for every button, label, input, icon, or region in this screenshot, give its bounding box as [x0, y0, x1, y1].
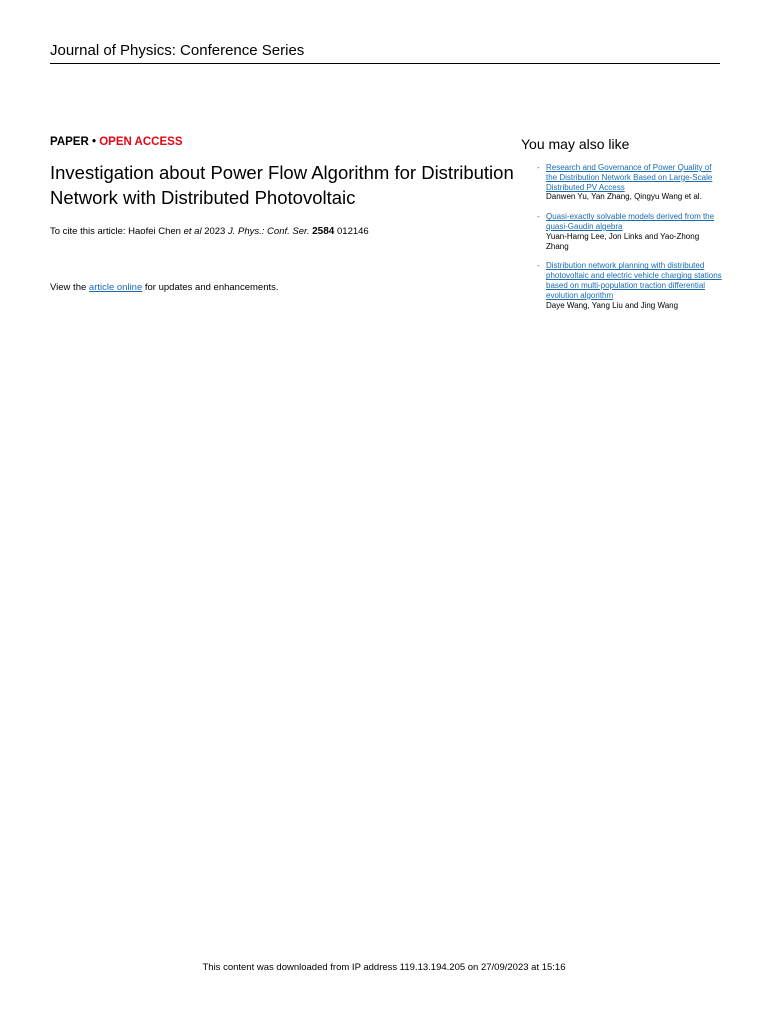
open-access-badge: OPEN ACCESS — [99, 136, 183, 148]
view-online-line — [50, 282, 510, 293]
related-article-authors: Yuan-Harng Lee, Jon Links and Yao-Zhong Zhang — [546, 231, 700, 251]
related-article-link[interactable]: Research and Governance of Power Quality of the Distribution Network Based on Large-Scale Distributed PV Access — [546, 163, 713, 192]
paper-type-label — [50, 136, 183, 148]
citation-et-al: et al — [183, 226, 202, 237]
label-separator: • — [88, 136, 100, 148]
article-title: Investigation about Power Flow Algorithm for Distribution Network with Distributed Photovoltaic — [50, 162, 514, 208]
citation-article-number: 012146 — [334, 226, 369, 237]
related-articles-list — [537, 163, 722, 320]
view-online-after: for updates and enhancements. — [142, 282, 279, 293]
related-article-item — [537, 261, 722, 310]
citation-year: 2023 — [201, 226, 228, 237]
article-online-link[interactable]: article online — [88, 282, 143, 293]
list-bullet: - — [537, 261, 540, 271]
citation-line — [50, 226, 510, 237]
related-article-item — [537, 163, 722, 202]
also-like-heading: You may also like — [521, 136, 630, 152]
paper-type: PAPER — [50, 136, 89, 148]
related-article-authors: Daye Wang, Yang Liu and Jing Wang — [546, 300, 679, 310]
journal-header: Journal of Physics: Conference Series — [50, 42, 720, 64]
citation-volume: 2584 — [312, 226, 335, 237]
citation-prefix: To cite this article: Haofei Chen — [50, 226, 184, 237]
related-article-link[interactable]: Distribution network planning with distributed photovoltaic and electric vehicle charging stations based on multi-population traction differential evolution algorithm — [546, 261, 722, 300]
citation-journal: J. Phys.: Conf. Ser. — [227, 226, 310, 237]
view-online-before: View the — [50, 282, 89, 293]
list-bullet: - — [537, 163, 540, 172]
list-bullet: - — [537, 212, 540, 222]
related-article-link[interactable]: Quasi-exactly solvable models derived from the quasi-Gaudin algebra — [546, 212, 715, 231]
download-footer: This content was downloaded from IP address 119.13.194.205 on 27/09/2023 at 15:16 — [202, 962, 566, 973]
related-article-authors: Danwen Yu, Yan Zhang, Qingyu Wang et al. — [546, 192, 702, 202]
related-article-item — [537, 212, 722, 251]
